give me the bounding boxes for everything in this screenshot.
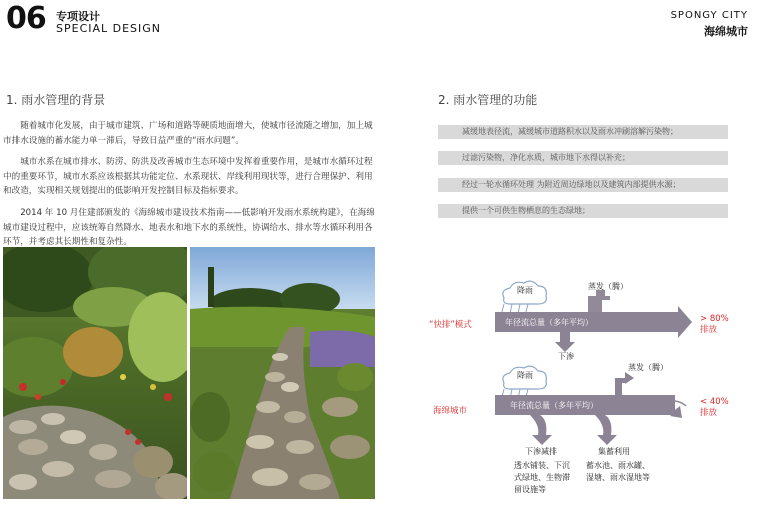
section-number: 06 [6,1,46,36]
infiltration-detail: 透水铺装、下沉 式绿地、生物滞 留设施等 [514,461,570,494]
rain-label: 降雨 [517,371,533,380]
fast-drainage-label: “快排”模式 [429,320,472,330]
storage-detail: 蓄水池、雨水罐、 湿塘、雨水湿地等 [586,461,650,482]
infiltration-reduction-label: 下渗减排 [525,447,557,456]
runoff-label: 年径流总量（多年平均） [505,318,593,327]
section-title-cn: 专项设计 [56,10,100,23]
evaporation-arrow [615,372,634,395]
evaporation-label: 蒸发（腾） [628,363,668,372]
rain-label: 降雨 [517,286,533,295]
function-item: 减缓地表径流，减缓城市道路积水以及雨水冲刷溶解污染物； [438,125,728,139]
discharge-rate-low: < 40% 排放 [700,397,729,418]
left-section-title: 1. 雨水管理的背景 [6,93,106,107]
runoff-label: 年径流总量（多年平均） [510,401,598,410]
brand-cn: 海绵城市 [704,25,748,38]
storage-arrow [595,415,617,445]
function-item: 提供一个可供生物栖息的生态绿地； [438,204,728,218]
section-title-en: SPECIAL DESIGN [56,22,162,35]
right-section-title: 2. 雨水管理的功能 [438,93,538,107]
function-item: 经过一轮水循环处理 为附近周边绿地以及建筑内部提供水源； [438,178,728,192]
swale-photo [190,247,375,499]
evaporation-label: 蒸发（腾） [588,282,628,291]
paragraph-1: 随着城市化发展，由于城市建筑、广场和道路等硬质地面增大，使城市径流随之增加，加上城市排水设施的蓄水能力单一滞后，导致日益严重的“雨水问题”。 [3,121,373,146]
paragraph-3: 2014 年 10 月住建部颁发的《海绵城市建设技术指南——低影响开发雨水系统构建》，在海绵城市建设过程中，应该统筹自然降水、地表水和地下水的系统性，协调给水、排水等水循环利用各环节，并考虑其长期性和复杂性。 [3,208,375,247]
sponge-city-label: 海绵城市 [433,406,468,416]
runoff-diagram [420,270,750,510]
function-item: 过滤污染物，净化水质，城市地下水得以补充； [438,151,728,165]
brand-en: SPONGY CITY [670,10,748,21]
storage-label: 集蓄利用 [598,447,630,456]
evaporation-arrow [588,290,610,312]
garden-photo [3,247,187,499]
paragraph-2: 城市水系在城市排水、防涝、防洪及改善城市生态环境中发挥着重要作用，是城市水循环过程中的重要环节，城市水系应该根据其功能定位、水系现状、岸线利用现状等，进行合理保护、利用和改造，实现相关规划提出的低影响开发控制目标及指标要求。 [3,157,373,196]
infiltration-arrow [555,332,575,352]
infiltration-arrow [530,415,552,445]
discharge-rate-high: > 80% 排放 [700,314,729,335]
infiltration-label: 下渗 [558,352,574,361]
